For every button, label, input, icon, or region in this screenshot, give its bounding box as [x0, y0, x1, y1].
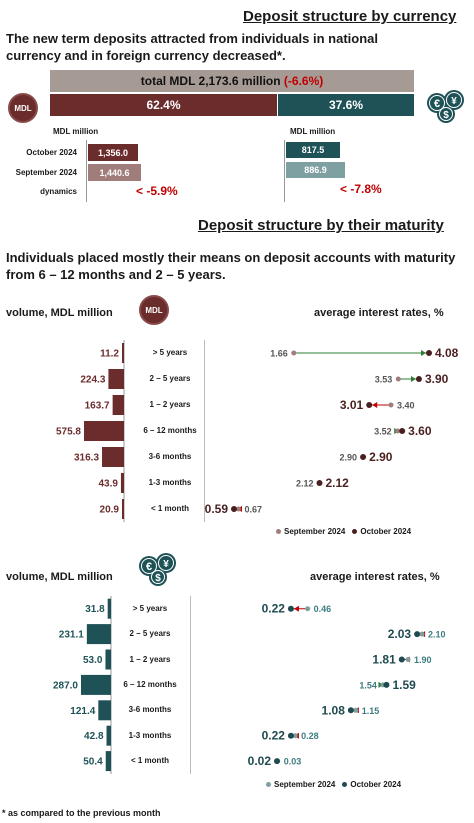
mdl-share-value: 62.4%	[146, 98, 181, 112]
mdl-volume-bar-6-12-months	[84, 421, 124, 441]
mdl-volume-bar-label-5-years: 11.2	[100, 348, 119, 360]
mdl-volume-bar-3-6-months	[102, 447, 124, 467]
fx-rate-point-sep-2-5-years	[420, 632, 425, 637]
fx-september-value: 886.9	[286, 162, 345, 178]
fx-rate-point-oct-3-6-months	[348, 707, 354, 713]
mdl-divider	[86, 140, 87, 202]
mdl-volume-bar-1-month	[122, 499, 124, 519]
mdl-rate-point-oct-3-6-months	[360, 454, 366, 460]
fx-dynamics-value: < -7.8%	[340, 182, 382, 196]
total-label: total MDL 2,173.6 million	[140, 74, 281, 88]
mdl-rate-label-sep-1-3-months: 2.12	[295, 478, 314, 489]
fx-category-1-2-years: 1 – 2 years	[129, 654, 171, 664]
mdl-volume-bar-label-1-3-months: 43.9	[98, 478, 118, 490]
fx-volume-bar-label-5-years: 31.8	[85, 604, 105, 616]
mdl-category-1-2-years: 1 – 2 years	[149, 400, 191, 409]
fx-volume-label: volume, MDL million	[6, 571, 113, 583]
fx-rate-label-oct-5-years: 0.22	[261, 601, 285, 616]
foreign-currency-coins-icon	[424, 88, 466, 124]
mdl-rate-label-sep-1-month: 0.67	[244, 504, 263, 515]
maturity-lead-text: Individuals placed mostly their means on deposit accounts with maturity from 6 – 12 months and 2 – 5 years.	[6, 250, 456, 282]
fx-volume-bar-chart	[0, 596, 112, 774]
mdl-maturity-categories	[128, 340, 212, 522]
foreign-currency-coins-icon-maturity	[136, 551, 178, 587]
mdl-rate-label-oct-1-3-months: 2.12	[325, 476, 349, 490]
fx-volume-bar-label-1-month: 50.4	[83, 756, 103, 768]
mdl-volume-bar-chart	[0, 340, 125, 522]
mdl-rate-point-oct-6-12-months	[399, 428, 405, 434]
mdl-rate-label-sep-2-5-years: 3.53	[374, 374, 393, 385]
mdl-rate-label-oct-3-6-months: 2.90	[369, 450, 393, 464]
fx-rate-label-oct-3-6-months: 1.08	[321, 703, 345, 718]
mdl-rate-change-arrow-5-years	[421, 350, 426, 356]
mdl-rate-point-sep-2-5-years	[396, 377, 401, 382]
fx-rate-label-sep-1-month: 0.03	[283, 756, 302, 767]
svg-text:¥: ¥	[163, 559, 169, 570]
footnote: * as compared to the previous month	[2, 808, 161, 818]
legend-sep-marker	[276, 529, 281, 534]
mdl-rate-change-arrow-2-5-years	[411, 376, 416, 382]
mdl-volume-bar-5-years	[122, 343, 124, 363]
fx-category-1-month: < 1 month	[130, 756, 169, 766]
currency-section-title: Deposit structure by currency	[243, 8, 457, 25]
fx-share-value: 37.6%	[328, 98, 364, 112]
mdl-category-6-12-months: 6 – 12 months	[143, 426, 197, 435]
mdl-volume-bar-label-1-month: 20.9	[99, 504, 119, 516]
fx-category-3-6-months: 3-6 months	[128, 705, 172, 715]
fx-volume-bar-label-2-5-years: 231.1	[58, 629, 84, 641]
mdl-unit-label: MDL million	[53, 127, 99, 136]
fx-legend-oct-marker	[342, 782, 347, 787]
mdl-rate-label-oct-1-month: 0.59	[204, 502, 228, 516]
mdl-rate-label-sep-1-2-years: 3.40	[397, 400, 415, 411]
fx-rate-label-sep-2-5-years: 2.10	[428, 629, 446, 640]
row-label-october: October 2024	[26, 148, 77, 157]
fx-rate-point-oct-1-2-years	[399, 657, 405, 663]
fx-category-5-years: > 5 years	[132, 603, 168, 613]
mdl-rate-point-oct-1-month	[231, 506, 237, 512]
mdl-rate-point-oct-1-3-months	[316, 480, 322, 486]
fx-volume-bar-label-3-6-months: 121.4	[70, 705, 96, 717]
fx-volume-bar-3-6-months	[98, 700, 111, 720]
fx-category-1-3-months: 1-3 months	[128, 730, 172, 740]
fx-rate-label-sep-5-years: 0.46	[313, 604, 332, 615]
mdl-september-value: 1,440.6	[88, 164, 141, 181]
fx-legend-oct-label: October 2024	[350, 780, 402, 789]
mdl-rates-label: average interest rates, %	[314, 307, 444, 319]
mdl-rate-label-oct-5-years: 4.08	[435, 346, 459, 360]
fx-rates-dot-chart	[190, 596, 466, 774]
mdl-rate-change-arrow-1-2-years	[372, 402, 377, 408]
fx-rate-point-oct-5-years	[288, 606, 294, 612]
svg-text:¥: ¥	[451, 96, 457, 107]
row-label-september: September 2024	[15, 168, 77, 177]
fx-rate-point-oct-1-3-months	[288, 733, 294, 739]
fx-rate-label-sep-3-6-months: 1.15	[361, 705, 380, 716]
fx-rate-label-oct-2-5-years: 2.03	[387, 627, 412, 642]
mdl-rates-dot-chart	[204, 340, 466, 522]
fx-share-bar	[278, 94, 414, 116]
mdl-rate-label-sep-6-12-months: 3.52	[374, 426, 392, 437]
mdl-rate-label-oct-2-5-years: 3.90	[424, 372, 449, 386]
fx-rates-label: average interest rates, %	[310, 571, 440, 583]
fx-volume-bar-5-years	[108, 599, 111, 619]
fx-rate-label-oct-1-3-months: 0.22	[261, 728, 285, 743]
mdl-rate-label-sep-5-years: 1.66	[270, 348, 288, 359]
fx-unit-label: MDL million	[290, 127, 336, 136]
fx-volume-bar-1-month	[106, 751, 111, 771]
fx-rate-point-oct-2-5-years	[414, 631, 420, 637]
mdl-volume-bar-label-3-6-months: 316.3	[73, 452, 100, 464]
mdl-share-bar	[50, 94, 277, 116]
fx-category-2-5-years: 2 – 5 years	[129, 629, 171, 639]
fx-rate-change-arrow-5-years	[294, 606, 299, 612]
mdl-rate-point-oct-1-2-years	[366, 402, 372, 408]
currency-lead-text: The new term deposits attracted from individuals in national currency and in foreign currency decreased*.	[6, 31, 379, 63]
svg-text:€: €	[433, 98, 441, 110]
fx-rate-label-oct-1-month: 0.02	[247, 754, 271, 769]
fx-volume-bar-6-12-months	[81, 675, 111, 695]
mdl-volume-bar-label-6-12-months: 575.8	[55, 426, 81, 438]
mdl-rate-point-sep-1-2-years	[389, 403, 394, 408]
mdl-volume-label: volume, MDL million	[6, 307, 113, 319]
mdl-coin-icon: MDL	[8, 93, 38, 123]
fx-volume-bar-1-2-years	[105, 650, 111, 670]
fx-volume-bar-2-5-years	[87, 624, 111, 644]
svg-text:€: €	[145, 561, 153, 573]
mdl-volume-bar-1-3-months	[121, 473, 124, 493]
fx-october-value: 817.5	[286, 142, 340, 158]
svg-text:$: $	[155, 573, 161, 584]
legend-oct-marker	[352, 529, 357, 534]
mdl-rate-label-oct-1-2-years: 3.01	[339, 398, 364, 412]
mdl-volume-bar-label-1-2-years: 163.7	[84, 400, 110, 412]
fx-volume-bar-1-3-months	[107, 726, 111, 746]
fx-volume-bar-label-1-3-months: 42.8	[84, 731, 104, 743]
fx-rate-label-sep-6-12-months: 1.54	[359, 680, 377, 691]
fx-rate-point-sep-3-6-months	[353, 708, 358, 713]
mdl-coin-icon-maturity: MDL	[139, 295, 169, 325]
fx-volume-bar-label-1-2-years: 53.0	[82, 655, 103, 666]
mdl-category-3-6-months: 3-6 months	[148, 452, 192, 461]
maturity-section-title: Deposit structure by their maturity	[198, 217, 444, 234]
mdl-chart-legend	[276, 527, 411, 536]
total-deposits-bar	[50, 70, 414, 92]
fx-rate-label-oct-6-12-months: 1.59	[392, 677, 416, 692]
mdl-rate-point-oct-2-5-years	[416, 376, 422, 382]
fx-maturity-categories	[112, 596, 188, 774]
mdl-dynamics-value: < -5.9%	[136, 184, 178, 198]
mdl-october-value: 1,356.0	[88, 144, 138, 161]
mdl-rate-point-oct-5-years	[426, 350, 432, 356]
fx-rate-label-sep-1-2-years: 1.90	[414, 655, 432, 665]
total-change: (-6.6%)	[283, 74, 324, 88]
mdl-rate-label-oct-6-12-months: 3.60	[408, 424, 432, 438]
fx-rate-label-sep-1-3-months: 0.28	[301, 731, 319, 742]
mdl-volume-bar-2-5-years	[108, 369, 124, 389]
mdl-category-2-5-years: 2 – 5 years	[149, 374, 191, 383]
mdl-rate-point-sep-5-years	[291, 351, 296, 356]
row-label-dynamics: dynamics	[40, 187, 77, 196]
fx-divider	[284, 140, 285, 202]
mdl-category-5-years: > 5 years	[152, 348, 188, 357]
legend-oct-label: October 2024	[360, 527, 412, 536]
svg-text:$: $	[443, 110, 449, 121]
fx-rate-point-sep-5-years	[305, 606, 310, 611]
mdl-category-1-3-months: 1-3 months	[148, 478, 192, 487]
fx-chart-legend	[266, 780, 401, 789]
fx-volume-bar-label-6-12-months: 287.0	[52, 680, 78, 692]
mdl-rate-label-sep-3-6-months: 2.90	[339, 452, 358, 463]
mdl-volume-bar-1-2-years	[113, 395, 124, 415]
fx-category-6-12-months: 6 – 12 months	[123, 679, 177, 689]
fx-rate-point-sep-1-2-years	[406, 657, 411, 662]
legend-sep-label: September 2024	[284, 527, 346, 536]
mdl-category-1-month: < 1 month	[150, 504, 189, 513]
fx-rate-point-oct-6-12-months	[383, 682, 389, 688]
fx-legend-sep-label: September 2024	[274, 780, 336, 789]
fx-legend-sep-marker	[266, 782, 271, 787]
fx-rate-point-oct-1-month	[274, 758, 280, 764]
mdl-volume-bar-label-2-5-years: 224.3	[80, 374, 106, 386]
fx-rate-label-oct-1-2-years: 1.81	[372, 652, 396, 667]
